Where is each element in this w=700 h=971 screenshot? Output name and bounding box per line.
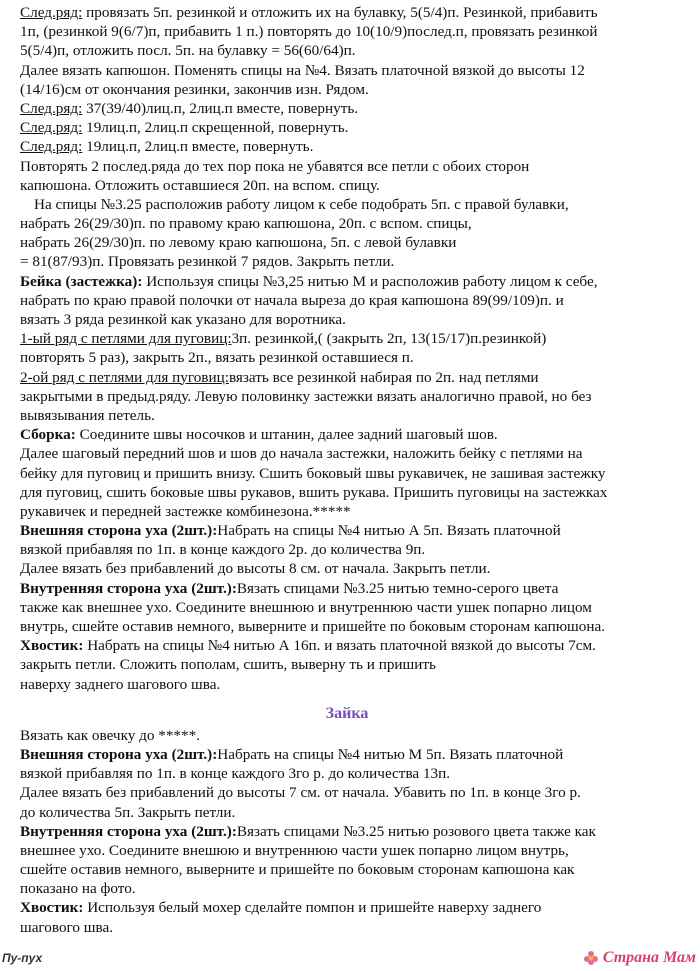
text-line <box>20 310 694 329</box>
section-heading: Внешняя сторона уха (2шт.): <box>20 745 218 763</box>
line-text: Повторять 2 послед.ряда до тех пор пока не убавятся все петли с обоих сторон <box>20 157 530 175</box>
text-line <box>20 387 694 406</box>
line-text: шагового шва. <box>20 918 113 936</box>
pattern-instructions-sheep <box>20 3 694 694</box>
row-label: 2-ой ряд с петлями для пуговиц: <box>20 368 229 386</box>
text-line <box>20 406 694 425</box>
line-text: вязать 3 ряда резинкой как указано для воротника. <box>20 311 346 328</box>
line-text: вязкой прибавляя по 1п. в конце каждого 3го р. до количества 13п. <box>20 765 451 783</box>
line-text: Набрать на спицы №4 нитью М 5п. Вязать платочной <box>217 745 564 763</box>
line-text: 37(39/40)лиц.п, 2лиц.п вместе, повернуть. <box>82 99 359 117</box>
line-text: Вязать спицами №3.25 нитью темно-серого цвета <box>236 579 559 597</box>
text-line <box>20 99 694 118</box>
section-heading: Бейка (застежка): <box>20 272 143 290</box>
section-heading: Хвостик: <box>20 637 84 655</box>
text-line <box>20 464 694 483</box>
text-line <box>20 272 694 291</box>
line-text: Набрать на спицы №4 нитью А 5п. Вязать платочной <box>217 522 561 540</box>
line-text: 3п. резинкой,( (закрыть 2п, 13(15/17)п.резинкой) <box>231 330 547 348</box>
line-text: до количества 5п. Закрыть петли. <box>20 803 236 821</box>
line-text: сшейте оставив немного, выверните и пришейте по боковым сторонам капюшона как <box>20 861 575 879</box>
text-line <box>20 502 694 521</box>
row-label: След.ряд: <box>20 99 83 117</box>
section-heading: Сборка: <box>20 426 76 444</box>
text-line <box>20 636 694 655</box>
line-text: На спицы №3.25 расположив работу лицом к себе подобрать 5п. с правой булавки, <box>34 195 569 213</box>
text-line <box>20 540 694 559</box>
text-line <box>20 368 694 387</box>
line-text: Далее шаговый передний шов и шов до начала застежки, наложить бейку с петлями на <box>20 445 583 463</box>
text-line <box>20 444 694 463</box>
text-line <box>20 617 694 636</box>
text-line <box>20 137 694 156</box>
section-heading: Хвостик: <box>20 899 84 917</box>
text-line <box>20 195 694 214</box>
document-page <box>20 3 694 937</box>
line-text: наверху заднего шагового шва. <box>20 675 221 693</box>
section-heading: Внутренняя сторона уха (2шт.): <box>20 579 237 597</box>
row-label: След.ряд: <box>20 4 83 21</box>
line-text: рукавичек и передней застежке комбинезона.***** <box>20 502 351 520</box>
text-line <box>20 918 694 937</box>
text-line <box>20 483 694 502</box>
text-line <box>20 176 694 195</box>
line-text: провязать 5п. резинкой и отложить их на булавку, 5(5/4)п. Резинкой, прибавить <box>82 4 598 21</box>
text-line <box>20 841 694 860</box>
text-line <box>20 61 694 80</box>
section-title-text: Зайка <box>325 704 369 722</box>
text-line <box>20 22 694 41</box>
line-text: вязкой прибавляя по 1п. в конце каждого 2р. до количества 9п. <box>20 541 426 559</box>
line-text: закрыть петли. Сложить пополам, сшить, выверну ть и пришить <box>20 656 436 674</box>
row-label: 1-ый ряд с петлями для пуговиц: <box>20 330 232 348</box>
text-line <box>20 764 694 783</box>
text-line <box>20 879 694 898</box>
line-text: вязать все резинкой набирая по 2п. над петлями <box>228 368 539 386</box>
line-text: Вязать как овечку до *****. <box>20 726 201 744</box>
text-line <box>20 41 694 60</box>
text-line <box>20 655 694 674</box>
text-line <box>20 579 694 598</box>
site-logo-text: Страна Мам <box>602 949 696 966</box>
line-text: Далее вязать без прибавлений до высоты 8 см. от начала. Закрыть петли. <box>20 560 491 578</box>
text-line <box>20 860 694 879</box>
text-line <box>20 745 694 764</box>
line-text: Соедините швы носочков и штанин, далее задний шаговый шов. <box>75 426 498 444</box>
text-line <box>20 3 694 22</box>
line-text: вывязывания петель. <box>20 406 155 424</box>
text-line <box>20 521 694 540</box>
site-logo <box>583 949 696 967</box>
text-line <box>20 675 694 694</box>
line-text: = 81(87/93)п. Провязать резинкой 7 рядов. Закрыть петли. <box>20 253 395 271</box>
line-text: Вязать спицами №3.25 нитью розового цвета также как <box>236 822 596 840</box>
line-text: также как внешнее ухо. Соедините внешнюю и внутреннюю части ушек попарно лицом <box>20 598 592 616</box>
pattern-instructions-bunny <box>20 726 694 937</box>
line-text: внешнее ухо. Соедините внешюю и внутреннюю части ушек попарно лицом внутрь, <box>20 841 569 859</box>
text-line <box>20 822 694 841</box>
row-label: След.ряд: <box>20 119 83 137</box>
line-text: 19лиц.п, 2лиц.п скрещенной, повернуть. <box>82 119 349 137</box>
line-text: 19лиц.п, 2лиц.п вместе, повернуть. <box>82 138 314 156</box>
text-line <box>20 291 694 310</box>
line-text: набрать 26(29/30)п. по правому краю капюшона, 20п. с вспом. спицы, <box>20 215 472 233</box>
text-line <box>20 425 694 444</box>
text-line <box>20 598 694 617</box>
line-text: бейку для пуговиц и пришить внизу. Сшить боковый швы рукавичек, не зашивая застежку <box>20 464 606 482</box>
line-text: закрытыми в предыд.ряду. Левую половинку застежки вязать аналогично правой, но без <box>20 387 592 405</box>
line-text: 5(5/4)п, отложить посл. 5п. на булавку = 56(60/64)п. <box>20 42 356 60</box>
line-text: Далее вязать капюшон. Поменять спицы на №4. Вязать платочной вязкой до высоты 12 <box>20 61 585 79</box>
text-line <box>20 329 694 348</box>
text-line <box>20 157 694 176</box>
text-line <box>20 233 694 252</box>
line-text: внутрь, сшейте оставив немного, выверните и пришейте по боковым сторонам капюшона. <box>20 618 605 635</box>
line-text: Используя спицы №3,25 нитью М и расположив работу лицом к себе, <box>142 272 598 290</box>
line-text: для пуговиц, сшить боковые швы рукавов, вшить рукава. Пришить пуговицы на застежках <box>20 483 608 501</box>
watermark-left: Пу-пух <box>2 951 43 965</box>
text-line <box>20 803 694 822</box>
line-text: Используя белый мохер сделайте помпон и пришейте наверху заднего <box>83 899 542 917</box>
line-text: Далее вязать без прибавлений до высоты 7 см. от начала. Убавить по 1п. в конце 3го р. <box>20 784 581 802</box>
text-line <box>20 80 694 99</box>
line-text: 1п, (резинкой 9(6/7)п, прибавить 1 п.) повторять до 10(10/9)послед.п, провязать резинкой <box>20 23 598 41</box>
line-text: (14/16)см от окончания резинки, закончив изн. Рядом. <box>20 80 369 98</box>
row-label: След.ряд: <box>20 138 83 156</box>
line-text: капюшона. Отложить оставшиеся 20п. на вспом. спицу. <box>20 176 380 194</box>
line-text: повторять 5 раз), закрыть 2п., вязать резинкой оставшиеся п. <box>20 349 414 367</box>
text-line <box>20 898 694 917</box>
section-heading: Внутренняя сторона уха (2шт.): <box>20 822 237 840</box>
text-line <box>20 118 694 137</box>
text-line <box>20 348 694 367</box>
text-line <box>20 726 694 745</box>
text-line <box>20 783 694 802</box>
line-text: Набрать на спицы №4 нитью А 16п. и вязать платочной вязкой до высоты 7см. <box>83 637 596 655</box>
text-line <box>20 559 694 578</box>
line-text: показано на фото. <box>20 880 136 898</box>
line-text: набрать 26(29/30)п. по левому краю капюшона, 5п. с левой булавки <box>20 234 457 252</box>
section-title <box>20 702 694 726</box>
section-heading: Внешняя сторона уха (2шт.): <box>20 522 218 540</box>
text-line <box>20 214 694 233</box>
flower-icon <box>583 950 599 966</box>
text-line <box>20 252 694 271</box>
line-text: набрать по краю правой полочки от начала выреза до края капюшона 89(99/109)п. и <box>20 291 564 309</box>
